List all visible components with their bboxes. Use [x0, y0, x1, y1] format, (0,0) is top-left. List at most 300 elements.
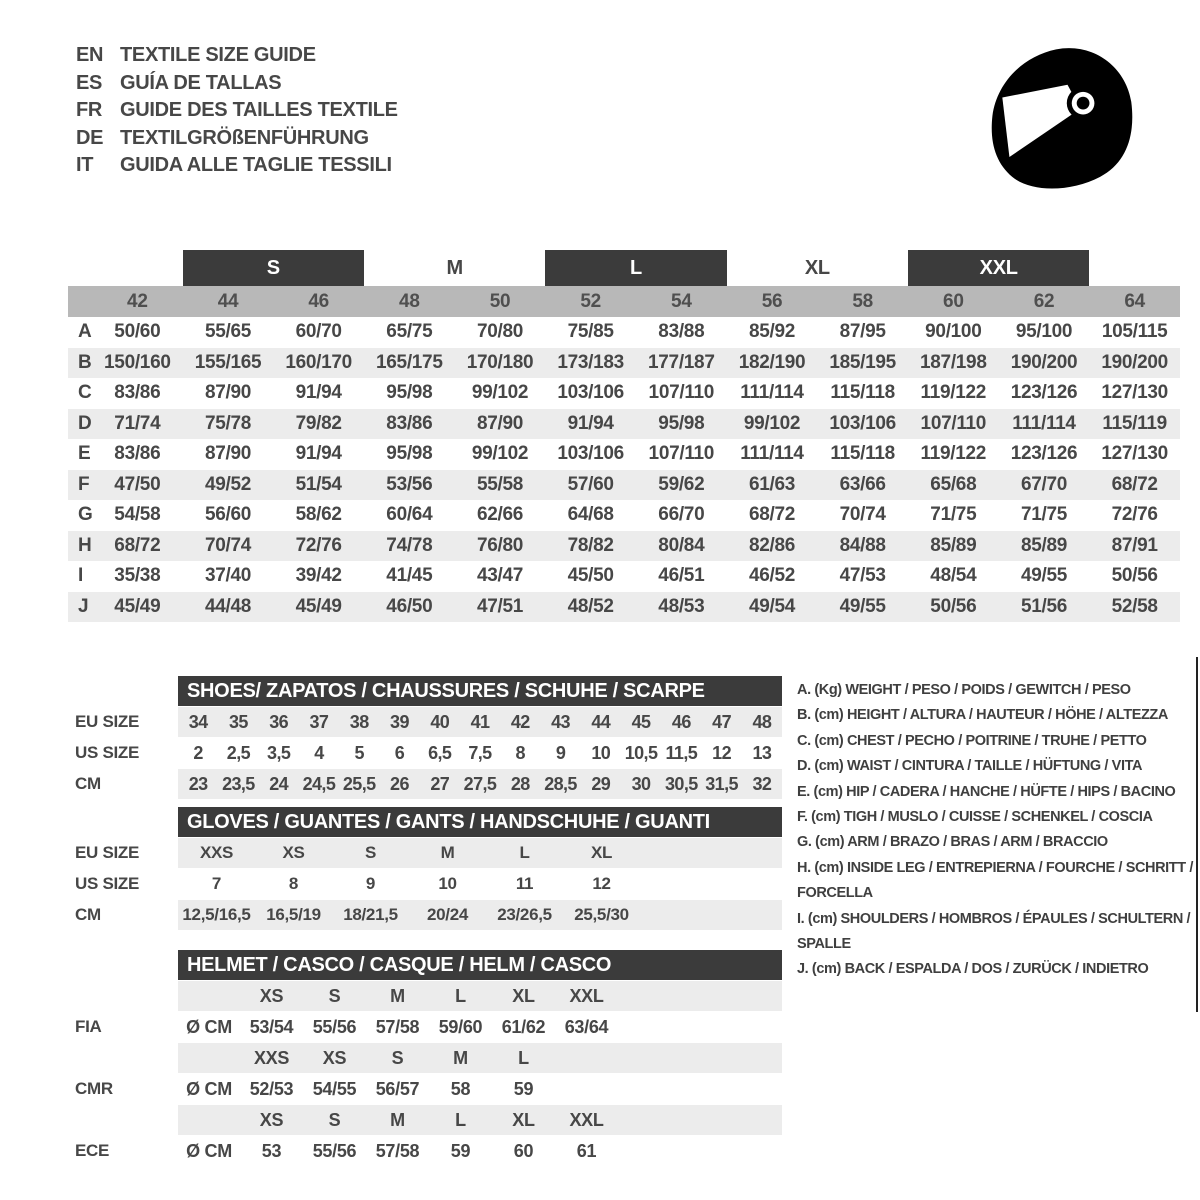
- shoes-cell: 36: [269, 711, 289, 732]
- size-cell: 75/78: [204, 412, 252, 434]
- size-column-header: 60: [943, 290, 964, 312]
- helmet-unit-label: Ø CM: [186, 1140, 232, 1161]
- size-column-header: 50: [489, 290, 511, 312]
- size-band-xxl: XXL: [908, 250, 1089, 286]
- size-cell: 99/102: [743, 412, 801, 434]
- size-cell: 185/195: [829, 351, 896, 373]
- helmet-value-row: [75, 1074, 782, 1104]
- helmet-size-cell: S: [391, 1047, 404, 1068]
- size-row-label: E: [78, 443, 91, 465]
- shoes-cell: 10: [591, 742, 611, 763]
- language-row: [76, 97, 398, 125]
- size-number-row: [68, 286, 1180, 317]
- shoes-cell: 9: [555, 742, 566, 763]
- shoes-cell: 12: [712, 742, 731, 763]
- shoes-cell: 27: [430, 773, 450, 794]
- size-cell: 37/40: [204, 565, 252, 587]
- gloves-cell: 20/24: [426, 905, 469, 924]
- size-cell: 111/114: [740, 382, 804, 404]
- gloves-cell: XL: [590, 843, 613, 862]
- size-row-label: C: [78, 382, 92, 404]
- size-cell: 55/58: [476, 473, 524, 495]
- gloves-cell: 25,5/30: [574, 905, 629, 924]
- size-column-header: 62: [1033, 290, 1055, 312]
- size-cell: 70/74: [839, 504, 886, 526]
- size-cell: 105/115: [1101, 321, 1168, 343]
- size-table-rows: [68, 317, 1180, 622]
- size-cell: 35/38: [114, 565, 161, 587]
- shoes-row: [75, 738, 782, 768]
- language-title: GUIDE DES TAILLES TEXTILE: [120, 99, 398, 121]
- size-cell: 49/54: [748, 595, 796, 617]
- helmet-size-cell: XXS: [253, 1047, 290, 1068]
- gloves-cell: 10: [438, 874, 457, 893]
- size-cell: 95/98: [386, 443, 433, 465]
- size-cell: 61/63: [748, 473, 796, 495]
- size-band-s: S: [183, 250, 364, 286]
- shoes-cell: 3,5: [267, 742, 291, 763]
- size-cell: 54/58: [114, 504, 161, 526]
- size-cell: 49/55: [1020, 565, 1068, 587]
- shoes-cell: 23,5: [222, 773, 255, 794]
- size-row-label: D: [78, 412, 92, 434]
- shoes-cell: 32: [752, 773, 772, 794]
- language-code: FR: [76, 99, 103, 121]
- helmet-value-row: [75, 1012, 782, 1042]
- gloves-row: [75, 869, 782, 899]
- gloves-section-title: GLOVES / GUANTES / GANTS / HANDSCHUHE / GUANTI: [178, 807, 782, 837]
- shoes-cell: 46: [671, 711, 691, 732]
- helmet-value-cell: 58: [450, 1078, 471, 1099]
- size-row-C: [68, 378, 1180, 409]
- language-code: IT: [76, 154, 94, 176]
- size-cell: 48/52: [567, 595, 614, 617]
- size-cell: 150/160: [104, 351, 171, 373]
- size-cell: 123/126: [1010, 443, 1078, 465]
- size-cell: 64/68: [567, 504, 614, 526]
- number-spacer: [68, 286, 92, 317]
- shoes-cell: 6,5: [428, 742, 452, 763]
- size-cell: 45/50: [567, 565, 614, 587]
- shoes-cell: 38: [349, 711, 369, 732]
- size-cell: 127/130: [1101, 443, 1168, 465]
- helmet-size-row-spacer: [75, 1043, 178, 1073]
- shoes-cell: 29: [591, 773, 611, 794]
- size-row-label: H: [78, 534, 92, 556]
- language-list: [76, 42, 398, 180]
- size-cell: 99/102: [471, 382, 529, 404]
- helmet-size-cell: M: [453, 1047, 468, 1068]
- helmet-size-cell: XS: [322, 1047, 347, 1068]
- size-row-E: [68, 439, 1180, 470]
- helmet-sizes: [178, 1105, 782, 1135]
- shoes-cell: 45: [631, 711, 651, 732]
- helmet-size-cell: L: [455, 985, 466, 1006]
- helmet-unit-spacer: [178, 981, 240, 1011]
- size-cell: 111/114: [1012, 412, 1076, 434]
- shoes-cell: 42: [510, 711, 530, 732]
- helmet-sizes: [178, 1043, 782, 1073]
- size-cell: 83/86: [114, 382, 161, 404]
- size-cell: 55/65: [204, 321, 252, 343]
- helmet-value-cell: 57/58: [375, 1016, 420, 1037]
- size-row-label: B: [78, 351, 92, 373]
- helmet-unit-spacer: [178, 1043, 240, 1073]
- size-cell: 78/82: [567, 534, 614, 556]
- size-cell: 170/180: [466, 351, 534, 373]
- size-cell: 103/106: [557, 443, 624, 465]
- size-cell: 87/95: [839, 321, 886, 343]
- size-column-header: 46: [308, 290, 329, 312]
- legend-item: C. (cm) CHEST / PECHO / POITRINE / TRUHE / PETTO: [797, 732, 1147, 749]
- language-code: EN: [76, 44, 104, 66]
- shoes-cell: 35: [228, 711, 248, 732]
- shoes-cell: 28,5: [544, 773, 577, 794]
- helmet-values: [178, 1136, 782, 1166]
- helmet-value-cell: 57/58: [375, 1140, 420, 1161]
- size-cell: 47/51: [476, 595, 524, 617]
- size-cell: 60/70: [295, 321, 342, 343]
- helmet-value-cell: 61: [576, 1140, 597, 1161]
- gloves-cell: 11: [515, 874, 534, 893]
- size-cell: 80/84: [658, 534, 705, 556]
- helmet-value-cell: 59: [513, 1078, 534, 1099]
- size-column-header: 42: [127, 290, 148, 312]
- helmet-size-row: [75, 1105, 782, 1135]
- size-cell: 173/183: [557, 351, 624, 373]
- size-cell: 65/68: [930, 473, 977, 495]
- helmet-size-row-spacer: [75, 1105, 178, 1135]
- size-row-label: F: [78, 473, 90, 495]
- gloves-cell: 7: [211, 874, 222, 893]
- shoes-section: [75, 676, 782, 799]
- size-cell: 63/66: [839, 473, 886, 495]
- size-cell: 62/66: [476, 504, 524, 526]
- size-cell: 177/187: [648, 351, 715, 373]
- gloves-cell: XS: [282, 843, 305, 862]
- size-cell: 155/165: [194, 351, 262, 373]
- size-cell: 187/198: [920, 351, 987, 373]
- size-cell: 87/91: [1111, 534, 1158, 556]
- shoes-cell: 37: [309, 711, 329, 732]
- shoes-cell: 40: [430, 711, 450, 732]
- shoes-cell: 25,5: [342, 773, 376, 794]
- shoes-cell: 28: [510, 773, 530, 794]
- helmet-size-row-spacer: [75, 981, 178, 1011]
- helmet-value-cell: 63/64: [564, 1016, 609, 1037]
- legend-item: D. (cm) WAIST / CINTURA / TAILLE / HÜFTUNG / VITA: [797, 758, 1143, 775]
- legend-item: B. (cm) HEIGHT / ALTURA / HAUTEUR / HÖHE / ALTEZZA: [797, 707, 1168, 724]
- size-cell: 165/175: [376, 351, 443, 373]
- size-cell: 107/110: [920, 412, 987, 434]
- size-row-F: [68, 470, 1180, 501]
- language-title: GUIDA ALLE TAGLIE TESSILI: [120, 154, 392, 176]
- band-spacer: [68, 250, 183, 286]
- gloves-values: [178, 838, 782, 868]
- size-band-xl: XL: [804, 256, 830, 279]
- size-cell: 57/60: [567, 473, 614, 495]
- shoes-cell: 5: [354, 742, 364, 763]
- shoes-cell: 24,5: [302, 773, 336, 794]
- size-cell: 71/75: [1020, 504, 1068, 526]
- shoes-cell: 48: [752, 711, 772, 732]
- helmet-size-cell: XL: [512, 985, 535, 1006]
- size-cell: 74/78: [386, 534, 433, 556]
- language-title: TEXTILGRÖßENFÜHRUNG: [120, 126, 369, 149]
- size-cell: 87/90: [476, 412, 524, 434]
- size-row-label: A: [78, 321, 92, 343]
- gloves-section: [75, 807, 782, 930]
- size-cell: 49/52: [204, 473, 252, 495]
- helmet-size-cell: XS: [259, 985, 284, 1006]
- size-cell: 119/122: [920, 443, 987, 465]
- size-cell: 91/94: [295, 382, 342, 404]
- helmet-value-cell: 53: [261, 1140, 282, 1161]
- language-row: [76, 125, 398, 153]
- size-cell: 82/86: [748, 534, 796, 556]
- size-row-A: [68, 317, 1180, 348]
- size-cell: 87/90: [204, 382, 252, 404]
- shoes-cell: 6: [394, 742, 405, 763]
- size-row-I: [68, 561, 1180, 592]
- language-row: [76, 152, 398, 180]
- textile-size-table: [68, 250, 1180, 622]
- legend-item: J. (cm) BACK / ESPALDA / DOS / ZURÜCK / INDIETRO: [797, 961, 1149, 978]
- size-cell: 45/49: [295, 595, 342, 617]
- size-row-label: J: [78, 595, 89, 617]
- gloves-cell: 8: [288, 874, 299, 893]
- helmet-unit-label: Ø CM: [186, 1016, 232, 1037]
- size-cell: 48/53: [658, 595, 705, 617]
- shoes-cell: 26: [390, 773, 409, 794]
- helmet-unit-label: Ø CM: [186, 1078, 232, 1099]
- helmet-value-cell: 61/62: [501, 1016, 546, 1037]
- helmet-value-cell: 55/56: [312, 1016, 357, 1037]
- size-cell: 59/62: [658, 473, 705, 495]
- size-cell: 56/60: [204, 504, 252, 526]
- size-row-G: [68, 500, 1180, 531]
- size-cell: 72/76: [1111, 504, 1158, 526]
- gloves-cell: 12,5/16,5: [182, 905, 251, 924]
- gloves-cell: XXS: [199, 843, 234, 862]
- size-cell: 43/47: [476, 565, 524, 587]
- shoes-cell: 4: [314, 742, 324, 763]
- size-cell: 83/86: [114, 443, 161, 465]
- size-cell: 91/94: [567, 412, 614, 434]
- helmet-size-cell: L: [518, 1047, 529, 1068]
- size-column-header: 56: [761, 290, 783, 312]
- size-cell: 46/52: [748, 565, 796, 587]
- size-cell: 39/42: [295, 565, 342, 587]
- size-row-B: [68, 348, 1180, 379]
- size-column-header: 64: [1124, 290, 1145, 312]
- shoes-cell: 44: [591, 711, 611, 732]
- helmet-size-cell: M: [390, 1109, 405, 1130]
- size-column-header: 54: [671, 290, 692, 312]
- size-row-label: G: [78, 504, 93, 526]
- shoes-cell: 30,5: [665, 773, 698, 794]
- size-cell: 51/54: [295, 473, 342, 495]
- helmet-value-cell: 52/53: [249, 1078, 294, 1099]
- size-cell: 160/170: [285, 351, 352, 373]
- legend-item: F. (cm) TIGH / MUSLO / CUISSE / SCHENKEL / COSCIA: [797, 809, 1153, 826]
- size-cell: 115/119: [1102, 412, 1167, 434]
- size-band-row: [68, 250, 1180, 286]
- helmet-standard-label: ECE: [75, 1141, 110, 1160]
- gloves-values: [178, 869, 782, 899]
- size-cell: 71/75: [930, 504, 977, 526]
- helmet-size-cell: L: [455, 1109, 466, 1130]
- size-cell: 84/88: [839, 534, 886, 556]
- helmet-value-cell: 59/60: [438, 1016, 483, 1037]
- size-column-header: 52: [580, 290, 601, 312]
- size-cell: 103/106: [829, 412, 896, 434]
- shoes-cell: 27,5: [463, 773, 497, 794]
- size-cell: 182/190: [738, 351, 806, 373]
- helmet-section: [75, 950, 782, 1166]
- size-cell: 85/89: [1020, 534, 1068, 556]
- size-cell: 46/51: [658, 565, 705, 587]
- size-column-header: 58: [852, 290, 873, 312]
- size-cell: 44/48: [204, 595, 252, 617]
- language-code: ES: [76, 71, 103, 94]
- size-cell: 119/122: [920, 382, 987, 404]
- gloves-cell: 12: [592, 874, 611, 893]
- size-cell: 190/200: [1101, 351, 1168, 373]
- size-cell: 70/80: [476, 321, 524, 343]
- helmet-standard-label: FIA: [75, 1017, 102, 1036]
- helmet-size-row: [75, 1043, 782, 1073]
- shoes-cell: 34: [188, 711, 208, 732]
- size-cell: 50/56: [1111, 565, 1158, 587]
- size-row-H: [68, 531, 1180, 562]
- gloves-cell: M: [440, 843, 455, 862]
- size-cell: 111/114: [740, 443, 804, 465]
- size-cell: 58/62: [295, 504, 342, 526]
- language-row: [76, 70, 398, 98]
- gloves-cell: 23/26,5: [497, 905, 552, 924]
- shoes-cell: 24: [269, 773, 289, 794]
- size-cell: 95/100: [1015, 321, 1073, 343]
- size-cell: 49/55: [839, 595, 886, 617]
- language-title: GUÍA DE TALLAS: [120, 71, 282, 94]
- helmet-size-cell: XXL: [569, 985, 604, 1006]
- size-cell: 95/98: [658, 412, 705, 434]
- size-row-label: I: [78, 565, 83, 587]
- helmet-size-cell: XXL: [569, 1109, 604, 1130]
- size-cell: 53/56: [386, 473, 433, 495]
- size-cell: 70/74: [204, 534, 252, 556]
- size-cell: 103/106: [557, 382, 624, 404]
- size-cell: 87/90: [204, 443, 252, 465]
- size-cell: 52/58: [1111, 595, 1158, 617]
- size-cell: 107/110: [648, 382, 715, 404]
- size-cell: 68/72: [114, 534, 161, 556]
- size-cell: 85/92: [748, 321, 796, 343]
- gloves-cell: 9: [365, 874, 376, 893]
- size-column-header: 44: [217, 290, 239, 312]
- size-cell: 45/49: [114, 595, 161, 617]
- shoes-cell: 31,5: [705, 773, 738, 794]
- size-cell: 83/88: [658, 321, 705, 343]
- shoes-cell: 2,5: [226, 742, 251, 763]
- gloves-values: [178, 900, 782, 930]
- gloves-row: [75, 838, 782, 868]
- size-cell: 76/80: [476, 534, 524, 556]
- helmet-value-row: [75, 1136, 782, 1166]
- size-cell: 123/126: [1010, 382, 1078, 404]
- size-cell: 46/50: [386, 595, 433, 617]
- helmet-values: [178, 1074, 782, 1104]
- size-cell: 65/75: [386, 321, 433, 343]
- helmet-sizes: [178, 981, 782, 1011]
- shoes-cell: 41: [470, 711, 490, 732]
- gloves-row-label: EU SIZE: [75, 843, 140, 862]
- legend-item: A. (Kg) WEIGHT / PESO / POIDS / GEWITCH / PESO: [797, 682, 1131, 698]
- gloves-row: [75, 900, 782, 930]
- language-title: TEXTILE SIZE GUIDE: [120, 44, 316, 66]
- shoes-cell: 30: [631, 773, 651, 794]
- language-code: DE: [76, 126, 104, 149]
- helmet-size-cell: M: [390, 985, 405, 1006]
- shoes-row: [75, 769, 782, 799]
- size-cell: 68/72: [1111, 473, 1158, 495]
- shoes-row-label: CM: [75, 774, 101, 793]
- shoes-cell: 7,5: [468, 742, 492, 763]
- shoes-cell: 8: [515, 742, 525, 763]
- size-cell: 99/102: [471, 443, 529, 465]
- shoes-cell: 39: [390, 711, 409, 732]
- size-column-header: 48: [399, 290, 420, 312]
- gloves-cell: S: [364, 843, 377, 862]
- shoes-values: [178, 738, 782, 768]
- size-cell: 79/82: [295, 412, 342, 434]
- racing-helmet-icon: [980, 38, 1155, 208]
- shoes-row-label: EU SIZE: [75, 712, 140, 731]
- size-cell: 71/74: [114, 412, 161, 434]
- size-cell: 107/110: [648, 443, 715, 465]
- size-cell: 72/76: [295, 534, 342, 556]
- size-cell: 60/64: [386, 504, 433, 526]
- legend-item: I. (cm) SHOULDERS / HOMBROS / ÉPAULES / SCHULTERN / SPALLE: [797, 910, 1191, 953]
- size-cell: 75/85: [567, 321, 614, 343]
- size-cell: 48/54: [930, 565, 977, 587]
- helmet-size-cell: XL: [512, 1109, 535, 1130]
- size-cell: 95/98: [386, 382, 433, 404]
- gloves-cell: 18/21,5: [343, 905, 398, 924]
- shoes-cell: 23: [188, 773, 208, 794]
- helmet-value-cell: 55/56: [312, 1140, 357, 1161]
- size-cell: 127/130: [1101, 382, 1168, 404]
- size-cell: 68/72: [748, 504, 796, 526]
- size-cell: 51/56: [1020, 595, 1068, 617]
- helmet-value-cell: 60: [513, 1140, 534, 1161]
- helmet-value-cell: 54/55: [312, 1078, 357, 1099]
- size-band-l: L: [545, 250, 726, 286]
- right-edge-line: [1196, 657, 1198, 1012]
- size-cell: 83/86: [386, 412, 433, 434]
- size-cell: 66/70: [658, 504, 705, 526]
- gloves-cell: L: [519, 843, 530, 862]
- helmet-size-cell: S: [328, 1109, 341, 1130]
- legend-item: E. (cm) HIP / CADERA / HANCHE / HÜFTE / HIPS / BACINO: [797, 783, 1176, 800]
- size-cell: 90/100: [925, 321, 982, 343]
- helmet-unit-spacer: [178, 1105, 240, 1135]
- size-cell: 47/53: [839, 565, 886, 587]
- size-cell: 85/89: [930, 534, 977, 556]
- measurement-legend: [797, 678, 1197, 983]
- legend-item: H. (cm) INSIDE LEG / ENTREPIERNA / FOURCHE / SCHRITT / FORCELLA: [797, 859, 1193, 902]
